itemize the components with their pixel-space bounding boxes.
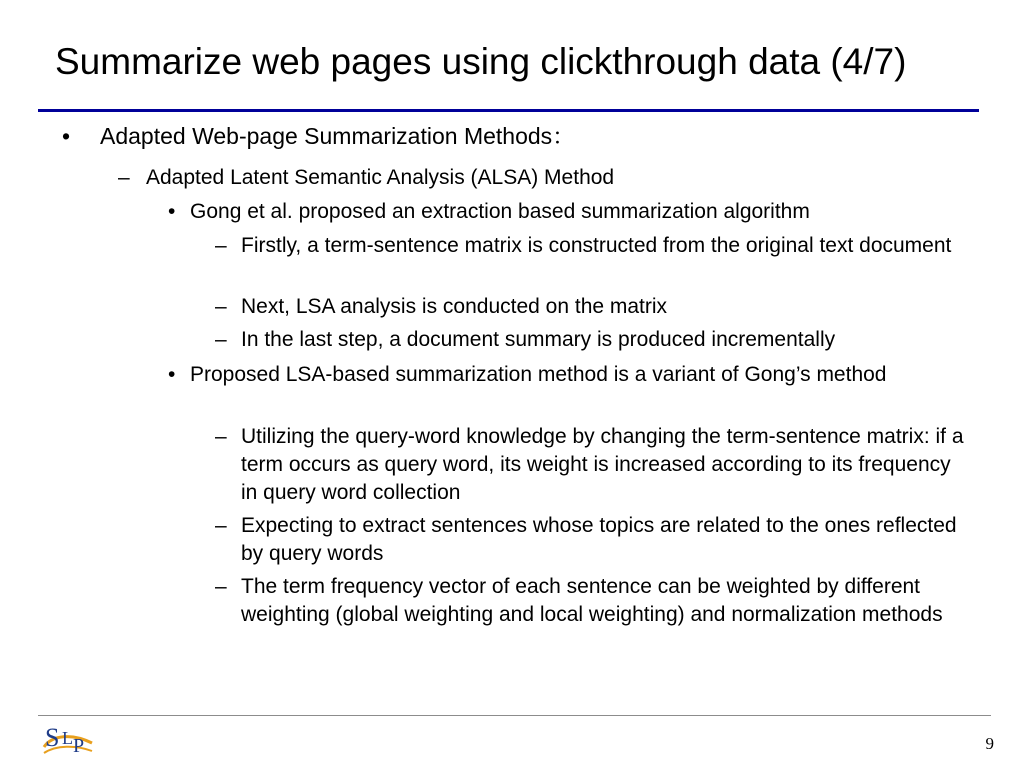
bullet-marker: – — [215, 328, 227, 351]
bullet-marker: – — [215, 514, 227, 537]
bullet-text: Firstly, a term-sentence matrix is constructed from the original text document — [241, 234, 952, 257]
bullet-level2 — [118, 164, 615, 192]
bullet-level4 — [215, 573, 971, 629]
slp-logo-icon — [42, 719, 94, 761]
title-divider — [38, 109, 979, 112]
bullet-level1 — [62, 122, 576, 150]
svg-text:P: P — [73, 735, 85, 757]
bullet-text: Adapted Web-page Summarization Methods： — [100, 123, 576, 149]
svg-text:L: L — [62, 728, 73, 748]
slide-title: Summarize web pages using clickthrough data (4/7) — [55, 41, 907, 82]
bullet-text: In the last step, a document summary is produced incrementally — [241, 328, 836, 351]
bullet-marker: • — [168, 363, 176, 386]
bullet-marker: – — [215, 425, 227, 448]
bullet-text: Adapted Latent Semantic Analysis (ALSA) Method — [146, 166, 615, 189]
bullet-level3 — [168, 198, 980, 226]
bullet-level4 — [215, 232, 971, 260]
bullet-text: The term frequency vector of each sentence can be weighted by different weighting (global weighting and local weighting) and normalization methods — [241, 575, 943, 626]
bullet-marker: • — [62, 123, 71, 149]
bullet-level3 — [168, 361, 980, 389]
bullet-marker: – — [215, 234, 227, 257]
footer-divider — [38, 715, 991, 716]
bullet-marker: – — [215, 575, 227, 598]
bullet-level4 — [215, 512, 971, 568]
bullet-text: Proposed LSA-based summarization method is a variant of Gong’s method — [190, 363, 887, 386]
bullet-level4 — [215, 423, 971, 507]
bullet-level4 — [215, 326, 971, 354]
svg-text:S: S — [45, 723, 60, 752]
bullet-text: Next, LSA analysis is conducted on the matrix — [241, 295, 668, 318]
bullet-marker: – — [215, 295, 227, 318]
bullet-text: Gong et al. proposed an extraction based summarization algorithm — [190, 200, 810, 223]
bullet-text: Utilizing the query-word knowledge by changing the term-sentence matrix: if a term occurs as query word, its weight is increased according to its frequency in query word collection — [241, 425, 964, 504]
bullet-marker: • — [168, 200, 176, 223]
bullet-text: Expecting to extract sentences whose topics are related to the ones reflected by query words — [241, 514, 957, 565]
bullet-level4 — [215, 293, 971, 321]
bullet-marker: – — [118, 166, 130, 189]
page-number: 9 — [985, 734, 994, 753]
